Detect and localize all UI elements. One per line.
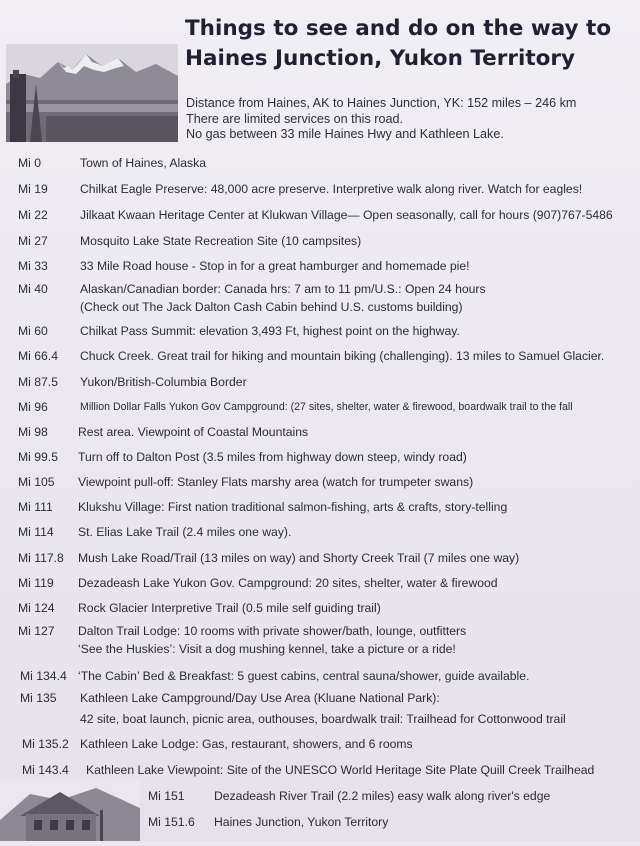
stop-description: Turn off to Dalton Post (3.5 miles from highway down steep, windy road) [78, 450, 467, 464]
stop-description: Chuck Creek. Great trail for hiking and mountain biking (challenging). 13 miles to Samuel Glacier. [80, 349, 605, 363]
stop-description: Kathleen Lake Lodge: Gas, restaurant, showers, and 6 rooms [80, 737, 413, 751]
stop-row [18, 474, 634, 492]
stop-mile: Mi 114 [18, 525, 54, 539]
stop-mile: Mi 119 [18, 576, 54, 590]
stop-mile: Mi 151 [148, 789, 185, 803]
stop-mile: Mi 19 [18, 182, 48, 196]
stop-description: Kathleen Lake Campground/Day Use Area (Kluane National Park): [80, 691, 440, 705]
stop-row [148, 788, 634, 806]
stop-description-continued: 42 site, boat launch, picnic area, outhouses, boardwalk trail: Trailhead for Cottonwood trail [80, 712, 566, 726]
stop-description: Chilkat Eagle Preserve: 48,000 acre preserve. Interpretive walk along river. Watch for eagles! [80, 182, 583, 196]
stop-row [18, 575, 634, 593]
stop-mile: Mi 134.4 [20, 669, 67, 683]
stop-row [18, 181, 634, 199]
stop-mile: Mi 124 [18, 601, 55, 615]
stop-row [18, 374, 634, 392]
stop-description: Dezadeash River Trail (2.2 miles) easy walk along river's edge [214, 789, 551, 803]
title-line-2: Haines Junction, Yukon Territory [185, 46, 576, 71]
stop-row [148, 814, 634, 832]
stop-row [20, 690, 634, 726]
stop-mile: Mi 40 [18, 282, 48, 296]
stop-mile: Mi 87.5 [18, 375, 58, 389]
stop-mile: Mi 27 [18, 234, 48, 248]
stop-mile: Mi 33 [18, 259, 48, 273]
stop-row [18, 499, 634, 517]
stop-row [18, 258, 634, 276]
stop-description: Klukshu Village: First nation traditional salmon-fishing, arts & crafts, story-telling [78, 500, 508, 514]
stop-mile: Mi 135 [20, 691, 57, 705]
stop-mile: Mi 151.6 [148, 815, 195, 829]
stop-mile: Mi 60 [18, 324, 48, 338]
stop-mile: Mi 117.8 [18, 551, 64, 565]
stop-mile: Mi 22 [18, 208, 48, 222]
stop-mile: Mi 111 [18, 500, 53, 514]
intro-services: There are limited services on this road. [186, 111, 403, 126]
stop-description: ‘The Cabin’ Bed & Breakfast: 5 guest cabins, central sauna/shower, guide available. [78, 669, 530, 683]
stop-description: Jilkaat Kwaan Heritage Center at Klukwan Village— Open seasonally, call for hours (907)767-5486 [80, 208, 613, 222]
stop-description: 33 Mile Road house - Stop in for a great hamburger and homemade pie! [80, 259, 470, 273]
stop-row [18, 524, 634, 542]
stop-description: Haines Junction, Yukon Territory [214, 815, 389, 829]
stop-description: Mosquito Lake State Recreation Site (10 campsites) [80, 234, 362, 248]
stop-row [18, 233, 634, 251]
stop-mile: Mi 0 [18, 156, 42, 170]
intro-gas: No gas between 33 mile Haines Hwy and Kathleen Lake. [186, 127, 504, 141]
stop-mile: Mi 135.2 [22, 737, 69, 751]
stop-row [18, 623, 634, 659]
stop-description: Mush Lake Road/Trail (13 miles on way) and Shorty Creek Trail (7 miles one way) [78, 551, 520, 565]
stop-mile: Mi 127 [18, 624, 55, 638]
stop-description: Yukon/British-Columbia Border [80, 375, 247, 389]
stop-description: Kathleen Lake Viewpoint: Site of the UNESCO World Heritage Site Plate Quill Creek Trailhead [86, 763, 595, 777]
stop-description: Chilkat Pass Summit: elevation 3,493 Ft, highest point on the highway. [80, 324, 460, 338]
stop-mile: Mi 143.4 [22, 763, 69, 777]
stop-description: Rock Glacier Interpretive Trail (0.5 mile self guiding trail) [78, 601, 381, 615]
stop-row [18, 207, 634, 225]
stop-mile: Mi 99.5 [18, 450, 58, 464]
stop-description: Town of Haines, Alaska [80, 156, 207, 170]
stop-row [18, 550, 634, 568]
stop-description: Viewpoint pull-off: Stanley Flats marshy area (watch for trumpeter swans) [78, 475, 474, 489]
stop-mile: Mi 66.4 [18, 349, 58, 363]
stop-description: Alaskan/Canadian border: Canada hrs: 7 am to 11 pm/U.S.: Open 24 hours [80, 282, 486, 296]
stop-description: Dalton Trail Lodge: 10 rooms with private shower/bath, lounge, outfitters [78, 624, 467, 638]
stop-row [18, 600, 634, 618]
stop-mile: Mi 98 [18, 425, 48, 439]
title-line-1: Things to see and do on the way to [185, 16, 612, 41]
stop-row [22, 762, 634, 780]
stop-description: Million Dollar Falls Yukon Gov Campground: (27 sites, shelter, water & firewood, boardwalk trail to the fall [80, 401, 573, 413]
stop-description-continued: ‘See the Huskies’: Visit a dog mushing kennel, take a picture or a ride! [78, 642, 456, 656]
stop-row [18, 449, 634, 467]
stop-row [18, 399, 634, 417]
stop-row [18, 155, 634, 173]
building-photo [0, 780, 140, 841]
stop-mile: Mi 96 [18, 400, 48, 414]
stop-row [22, 736, 634, 754]
stop-row [18, 323, 634, 341]
stop-description: Dezadeash Lake Yukon Gov. Campground: 20 sites, shelter, water & firewood [78, 576, 498, 590]
stop-row [18, 424, 634, 442]
stop-row [18, 281, 634, 317]
stop-row [20, 668, 634, 686]
stop-description: Rest area. Viewpoint of Coastal Mountains [78, 425, 309, 439]
intro-distance: Distance from Haines, AK to Haines Junction, YK: 152 miles – 246 km [186, 96, 577, 110]
stop-description: St. Elias Lake Trail (2.4 miles one way). [78, 525, 292, 539]
stop-row [18, 348, 634, 366]
stop-description-continued: (Check out The Jack Dalton Cash Cabin behind U.S. customs building) [80, 300, 463, 314]
stop-mile: Mi 105 [18, 475, 55, 489]
